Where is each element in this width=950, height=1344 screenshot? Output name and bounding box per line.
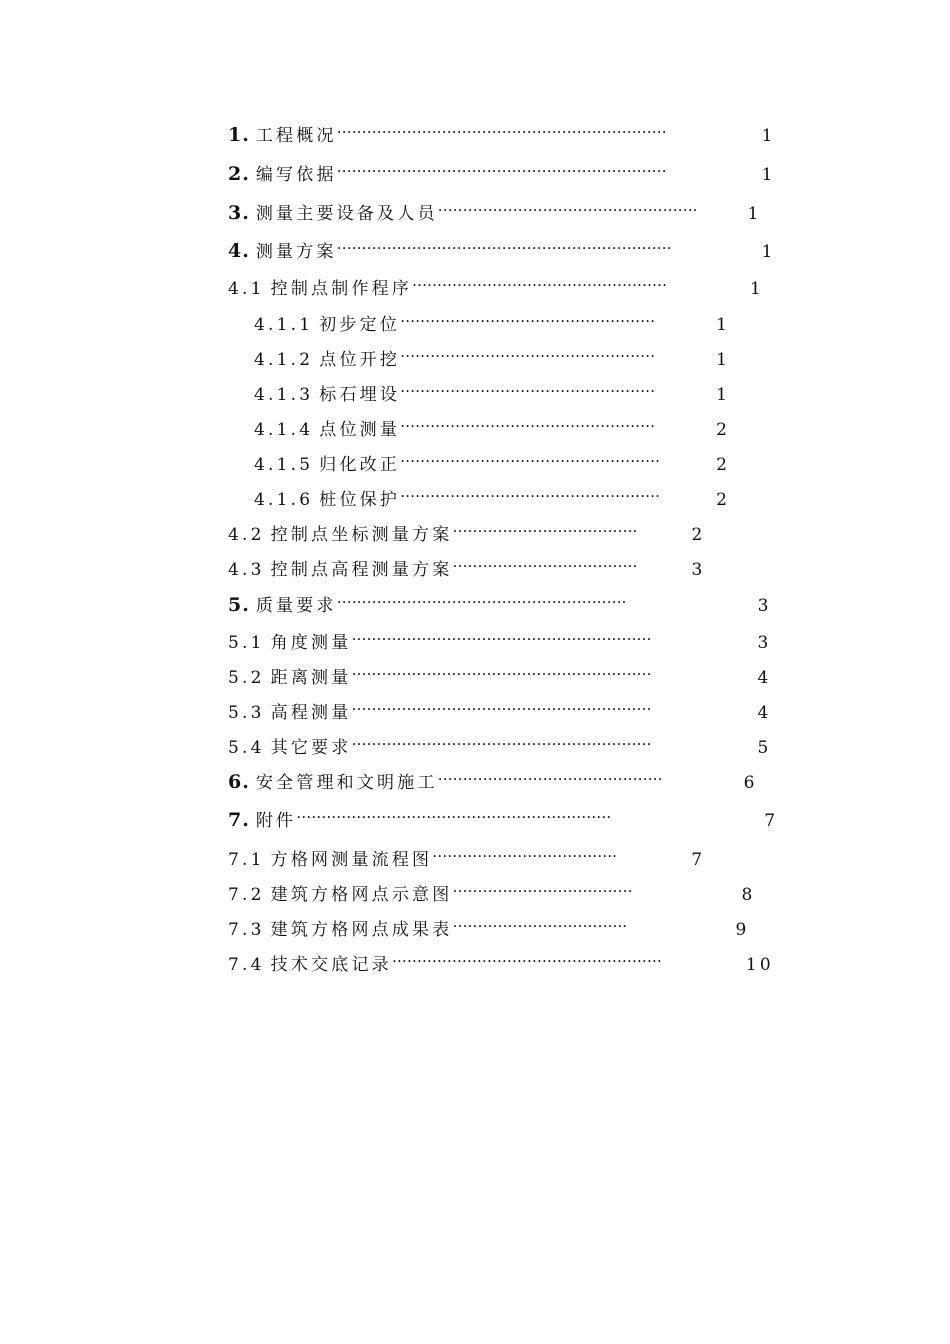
- toc-number: 2.: [228, 163, 250, 185]
- toc-page-number: 2: [716, 420, 731, 440]
- toc-title: 控制点制作程序: [270, 279, 413, 299]
- toc-number: 1.: [228, 124, 250, 146]
- toc-number: 7.1: [228, 850, 265, 870]
- toc-page-number: 3: [757, 596, 772, 616]
- toc-number: 6.: [228, 771, 250, 793]
- toc-leader: ……………………………………………: [400, 413, 656, 431]
- toc-title: 控制点高程测量方案: [270, 560, 453, 580]
- toc-page-number: 9: [735, 920, 750, 940]
- toc-title: 点位测量: [319, 420, 401, 440]
- toc-entry[interactable]: [228, 115, 776, 146]
- toc-entry[interactable]: [228, 874, 756, 905]
- toc-title: 建筑方格网点示意图: [270, 885, 453, 905]
- toc-title: 桩位保护: [319, 490, 401, 510]
- toc-page-number: 1: [716, 350, 731, 370]
- toc-entry[interactable]: [228, 154, 776, 185]
- toc-number: 7.2: [228, 885, 265, 905]
- toc-page-number: 3: [757, 633, 772, 653]
- toc-title: 质量要求: [255, 596, 337, 616]
- toc-leader: ……………………………………………………: [351, 696, 652, 714]
- toc-leader: ……………………………….: [452, 553, 638, 571]
- toc-title: 附件: [255, 811, 297, 831]
- toc-entry[interactable]: [228, 727, 772, 758]
- toc-page-number: 10: [745, 955, 774, 975]
- toc-leader: ……………………………………………………: [351, 626, 652, 644]
- toc-title: 点位开挖: [319, 350, 401, 370]
- toc-entry[interactable]: [228, 622, 772, 653]
- toc-number: 5.4: [228, 738, 265, 758]
- toc-page-number: 6: [743, 773, 758, 793]
- toc-title: 初步定位: [319, 315, 401, 335]
- toc-page-number: 1: [761, 242, 776, 262]
- toc-leader: ……………………………..: [452, 913, 627, 931]
- toc-number: 3.: [228, 202, 250, 224]
- toc-entry[interactable]: [228, 657, 772, 688]
- toc-entry[interactable]: [228, 692, 772, 723]
- toc-title: 归化改正: [319, 455, 401, 475]
- toc-leader: ………………………………: [452, 878, 633, 896]
- toc-title: 测量方案: [255, 242, 337, 262]
- toc-leader: ………………………………………………………: [296, 804, 612, 822]
- toc-title: 方格网测量流程图: [270, 850, 433, 870]
- toc-title: 控制点坐标测量方案: [270, 525, 453, 545]
- toc-number: 5.: [228, 594, 250, 616]
- toc-number: 7.: [228, 809, 250, 831]
- toc-leader: ……………………………….: [452, 518, 638, 536]
- toc-leader: ……………………………………………: [400, 308, 656, 326]
- toc-number: 4.2: [228, 525, 265, 545]
- toc-number: 5.2: [228, 668, 265, 688]
- toc-entry[interactable]: [228, 231, 776, 262]
- toc-page-number: 1: [761, 165, 776, 185]
- toc-entry[interactable]: [228, 762, 758, 793]
- toc-page-number: 1: [750, 279, 765, 299]
- toc-entry[interactable]: [228, 549, 706, 580]
- toc-entry[interactable]: [228, 585, 772, 616]
- toc-page-number: 5: [757, 738, 772, 758]
- toc-number: 4.1: [228, 279, 265, 299]
- toc-number: 4.1.6: [254, 490, 314, 510]
- toc-title: 标石埋设: [319, 385, 401, 405]
- toc-page-number: 2: [716, 490, 731, 510]
- toc-number: 7.3: [228, 920, 265, 940]
- toc-page-number: 4: [757, 668, 772, 688]
- toc-page-number: 7: [764, 811, 779, 831]
- toc-title: 技术交底记录: [270, 955, 392, 975]
- toc-number: 4.1.2: [254, 350, 314, 370]
- toc-entry[interactable]: [228, 944, 774, 975]
- toc-entry[interactable]: [228, 268, 765, 299]
- toc-leader: …………………………………………………………: [336, 119, 667, 137]
- toc-entry[interactable]: [254, 444, 731, 475]
- toc-number: 4.1.5: [254, 455, 314, 475]
- toc-leader: …………………………………………….: [400, 448, 660, 466]
- toc-title: 测量主要设备及人员: [255, 204, 438, 224]
- toc-leader: ………………………………………………: [391, 948, 662, 966]
- toc-page-number: 1: [716, 315, 731, 335]
- toc-entry[interactable]: [228, 839, 706, 870]
- toc-number: 5.3: [228, 703, 265, 723]
- toc-leader: ……………………………………………………: [351, 731, 652, 749]
- toc-page-number: 8: [741, 885, 756, 905]
- toc-entry[interactable]: [228, 193, 762, 224]
- toc-leader: ………………………………………: [437, 766, 663, 784]
- toc-title: 距离测量: [270, 668, 352, 688]
- toc-number: 4.1.1: [254, 315, 314, 335]
- toc-title: 工程概况: [255, 126, 337, 146]
- toc-leader: …………………………………………………………: [336, 158, 667, 176]
- toc-page-number: 7: [691, 850, 706, 870]
- toc-leader: ……………………………………………: [412, 272, 668, 290]
- toc-entry[interactable]: [228, 514, 706, 545]
- toc-page-number: 1: [716, 385, 731, 405]
- toc-entry[interactable]: [228, 800, 779, 831]
- toc-title: 建筑方格网点成果表: [270, 920, 453, 940]
- toc-number: 4.1.3: [254, 385, 314, 405]
- toc-number: 4.3: [228, 560, 265, 580]
- toc-title: 角度测量: [270, 633, 352, 653]
- toc-leader: ………………………………………………………….: [336, 235, 672, 253]
- toc-leader: …………………………………………….: [437, 197, 698, 215]
- toc-entry[interactable]: [228, 909, 750, 940]
- toc-title: 安全管理和文明施工: [255, 773, 438, 793]
- toc-page-number: 4: [757, 703, 772, 723]
- toc-number: 7.4: [228, 955, 265, 975]
- toc-entry[interactable]: [254, 479, 731, 510]
- toc-page-number: 2: [716, 455, 731, 475]
- toc-leader: ……………………………….: [432, 843, 618, 861]
- toc-title: 编写依据: [255, 165, 337, 185]
- toc-page-number: 3: [691, 560, 706, 580]
- toc-entry[interactable]: [254, 374, 731, 405]
- toc-leader: ……………………………………………………: [351, 661, 652, 679]
- toc-number: 5.1: [228, 633, 265, 653]
- toc-entry[interactable]: [254, 339, 731, 370]
- toc-leader: ……………………………………………: [400, 378, 656, 396]
- toc-page-number: 2: [691, 525, 706, 545]
- toc-title: 高程测量: [270, 703, 352, 723]
- toc-page-number: 1: [761, 126, 776, 146]
- toc-leader: ……………………………………………: [400, 343, 656, 361]
- toc-entry[interactable]: [254, 304, 731, 335]
- toc-entry[interactable]: [254, 409, 731, 440]
- toc-title: 其它要求: [270, 738, 352, 758]
- toc-number: 4.1.4: [254, 420, 314, 440]
- toc-leader: …………………………………………….: [400, 483, 660, 501]
- toc-number: 4.: [228, 240, 250, 262]
- toc-page-number: 1: [747, 204, 762, 224]
- toc-leader: ………………………………………………….: [336, 589, 627, 607]
